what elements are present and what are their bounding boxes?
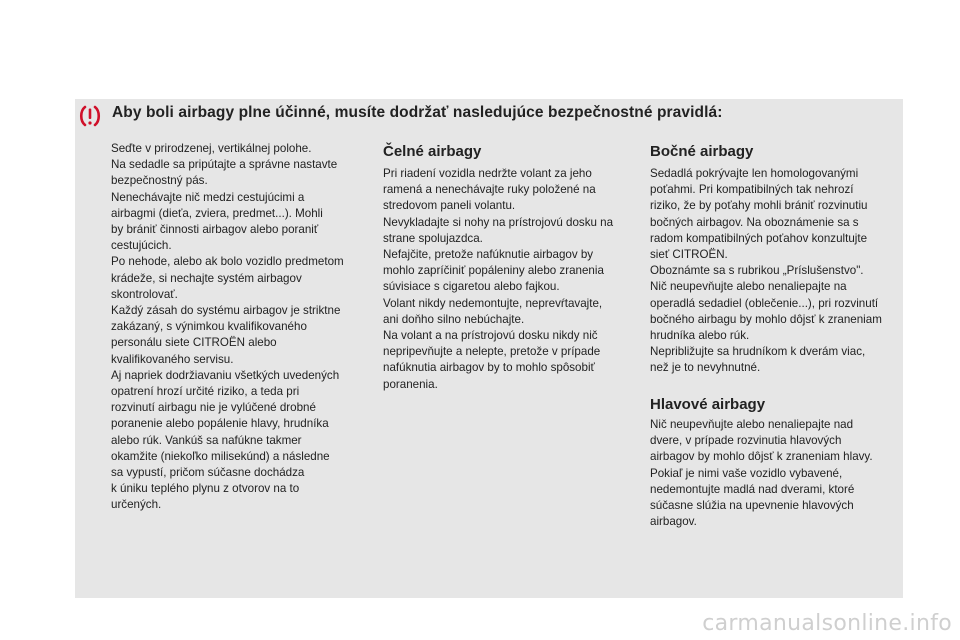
side-airbags-text: Sedadlá pokrývajte len homologovanými poťahmi. Pri kompatibilných tak nehrozí riziko, že by poťahy mohli brániť rozvinutiu bočných airbagov. Na oboznámenie sa s radom kompatibilných poťahov konzultujte sieť CITROËN. Oboznámte sa s rubrikou „Príslušenstvo". Nič neupevňujte alebo nenaliepajte na operadlá sedadiel (oblečenie...), pri rozvinutí bočného airbagu by mohlo dôjsť k zraneniam hrudníka alebo rúk. Nepribližujte sa hrudníkom k dverám viac, než je to nevyhnutné. (650, 167, 882, 375)
front-airbags-title: Čelné airbagy (383, 143, 482, 160)
side-airbags-title: Bočné airbagy (650, 143, 754, 160)
warning-icon (78, 104, 102, 128)
watermark: carmanualsonline.info (702, 611, 952, 636)
page-title: Aby boli airbagy plne účinné, musíte dodržať nasledujúce bezpečnostné pravidlá: (112, 104, 723, 121)
head-airbags-title: Hlavové airbagy (650, 396, 766, 413)
head-airbags-text: Nič neupevňujte alebo nenaliepajte nad dvere, v prípade rozvinutia hlavových airbagov by mohlo dôjsť k zraneniam hlavy. Pokiaľ je nimi vaše vozidlo vybavené, nedemontujte madlá nad dverami, ktoré súčasne slúžia na upevnenie hlavových airbagov. (650, 418, 873, 529)
general-rules-text: Seďte v prirodzenej, vertikálnej polohe. Na sedadle sa pripútajte a správne nastavte bezpečnostný pás. Nenechávajte nič medzi cestujúcimi a airbagmi (dieťa, zviera, predmet...). Mohli by brániť činnosti airbagov alebo poraniť cestujúcich. Po nehode, alebo ak bolo vozidlo predmetom krádeže, si nechajte systém airbagov skontrolovať. Každý zásah do systému airbagov je striktne zakázaný, s výnimkou kvalifikovaného personálu siete CITROËN alebo kvalifikovaného servisu. Aj napriek dodržiavaniu všetkých uvedených opatrení hrozí určité riziko, a teda pri rozvinutí airbagu nie je vylúčené drobné poranenie alebo popálenie hlavy, hrudníka alebo rúk. Vankúš sa nafúkne takmer okamžite (niekoľko milisekúnd) a následne sa vypustí, pričom súčasne dochádza k úniku teplého plynu z otvorov na to určených. (111, 142, 344, 512)
front-airbags-text: Pri riadení vozidla nedržte volant za jeho ramená a nenechávajte ruky položené na stredovom paneli volantu. Nevykladajte si nohy na prístrojovú dosku na strane spolujazdca. Nefajčite, pretože nafúknutie airbagov by mohlo zapríčiniť popáleniny alebo zranenia súvisiace s cigaretou alebo fajkou. Volant nikdy nedemontujte, neprevŕtavajte, ani doňho silno nebúchajte. Na volant a na prístrojovú dosku nikdy nič nepripevňujte a nelepte, pretože v prípade nafúknutia airbagov by to mohlo spôsobiť poranenia. (383, 167, 614, 391)
